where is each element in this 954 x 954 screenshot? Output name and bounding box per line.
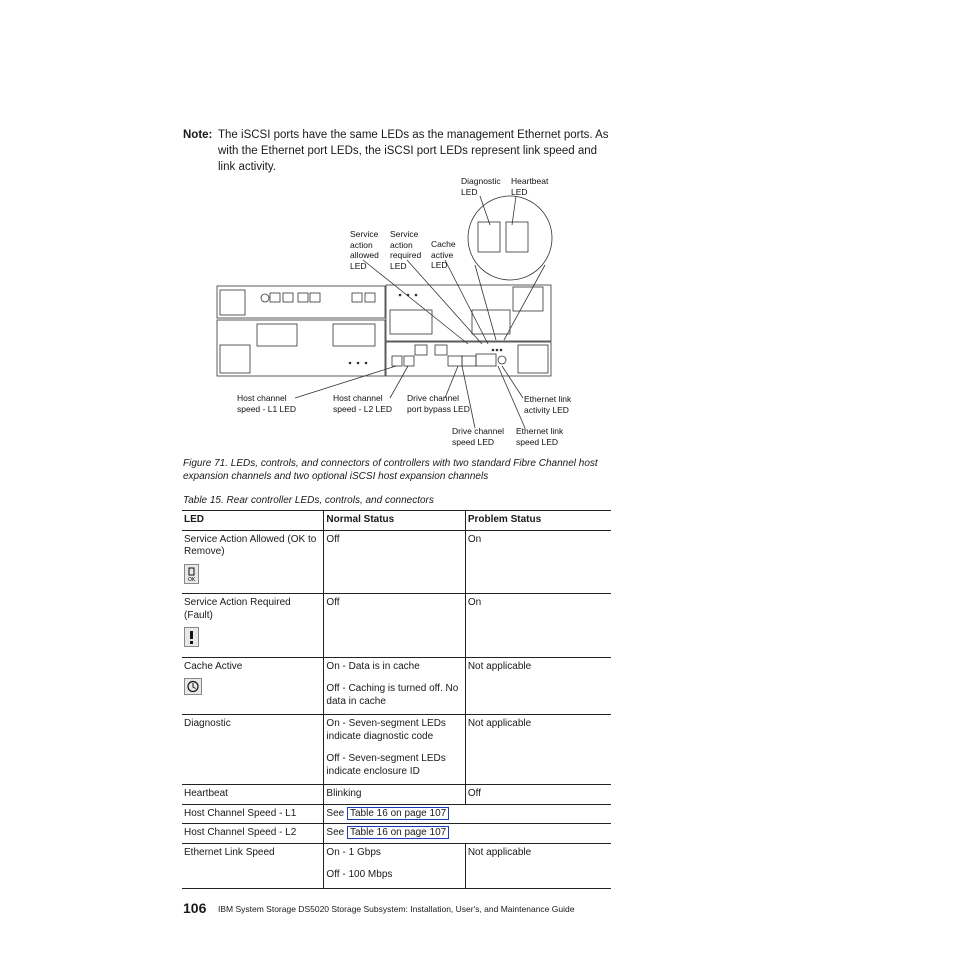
normal-cell — [324, 843, 465, 888]
table-header-row — [182, 511, 611, 531]
header-led: LED — [182, 511, 324, 531]
table-row — [182, 530, 611, 594]
normal-on: On - Seven-segment LEDs indicate diagnostic code — [326, 718, 446, 742]
normal-on: On - Data is in cache — [326, 660, 420, 672]
normal-cell — [324, 715, 465, 785]
table-16-link[interactable]: Table 16 on page 107 — [347, 826, 449, 839]
normal-cell: Blinking — [324, 785, 465, 805]
fault-icon — [184, 627, 199, 647]
table-row — [182, 594, 611, 658]
drive-bypass-label: Drive channel port bypass LED — [407, 393, 470, 414]
drive-speed-label: Drive channel speed LED — [452, 426, 504, 447]
table-row — [182, 785, 611, 805]
ok-to-remove-icon — [184, 564, 199, 584]
led-cell — [182, 594, 324, 658]
host-l1-label: Host channel speed - L1 LED — [237, 393, 297, 414]
problem-cell: Off — [465, 785, 611, 805]
problem-cell: On — [465, 530, 611, 594]
normal-off: Off - Seven-segment LEDs indicate enclosure ID — [326, 753, 446, 777]
table-row — [182, 843, 611, 888]
eth-speed-label: Ethernet link speed LED — [516, 426, 564, 447]
header-normal: Normal Status — [324, 511, 465, 531]
see-text: See — [326, 827, 345, 838]
led-name: Service Action Required (Fault) — [184, 597, 291, 621]
svg-text:OK: OK — [188, 576, 196, 583]
problem-cell: On — [465, 594, 611, 658]
led-cell: Host Channel Speed - L2 — [182, 824, 324, 844]
led-name: Cache Active — [184, 660, 243, 672]
figure-caption: Figure 71. LEDs, controls, and connectors of controllers with two standard Fibre Channel host expansion channels and two optional iSCSI host expansion channels — [183, 458, 598, 482]
eth-activity-label: Ethernet link activity LED — [524, 394, 572, 415]
table-row — [182, 657, 611, 715]
normal-off: Off - 100 Mbps — [326, 869, 393, 880]
controller-figure — [200, 170, 620, 455]
problem-cell: Not applicable — [465, 657, 611, 715]
led-cell: Ethernet Link Speed — [182, 843, 324, 888]
diagnostic-led-label: Diagnostic LED — [461, 176, 501, 197]
led-cell: Heartbeat — [182, 785, 324, 805]
normal-cell: Off — [324, 594, 465, 658]
normal-cell — [324, 657, 465, 715]
table-16-link[interactable]: Table 16 on page 107 — [347, 807, 449, 820]
led-table — [182, 510, 611, 889]
cache-active-icon — [184, 678, 202, 695]
service-required-label: Service action required LED — [390, 229, 422, 271]
normal-on: On - 1 Gbps — [326, 846, 381, 858]
led-name: Service Action Allowed (OK to Remove) — [184, 533, 317, 557]
header-problem: Problem Status — [465, 511, 611, 531]
table-row — [182, 804, 611, 824]
problem-cell: Not applicable — [465, 843, 611, 888]
led-cell — [182, 530, 324, 594]
normal-cell: Off — [324, 530, 465, 594]
footer-title: IBM System Storage DS5020 Storage Subsystem: Installation, User's, and Maintenance Guide — [218, 904, 575, 914]
page-number: 106 — [183, 900, 207, 916]
heartbeat-led-label: Heartbeat LED — [511, 176, 549, 197]
problem-cell: Not applicable — [465, 715, 611, 785]
led-cell: Host Channel Speed - L1 — [182, 804, 324, 824]
see-text: See — [326, 807, 345, 819]
led-cell — [182, 657, 324, 715]
table-row — [182, 715, 611, 785]
normal-off: Off - Caching is turned off. No data in cache — [326, 683, 459, 707]
table-title: Table 15. Rear controller LEDs, controls, and connectors — [183, 495, 434, 506]
normal-cell — [324, 824, 611, 844]
cache-active-label: Cache active LED — [431, 239, 456, 270]
host-l2-label: Host channel speed - L2 LED — [333, 393, 393, 414]
normal-cell — [324, 804, 611, 824]
service-allowed-label: Service action allowed LED — [350, 229, 379, 271]
note-label: Note: — [183, 129, 213, 141]
table-row — [182, 824, 611, 844]
led-cell: Diagnostic — [182, 715, 324, 785]
note-text: The iSCSI ports have the same LEDs as the management Ethernet ports. As with the Ethernet port LEDs, the iSCSI port LEDs represent link speed and link activity. — [218, 129, 609, 173]
